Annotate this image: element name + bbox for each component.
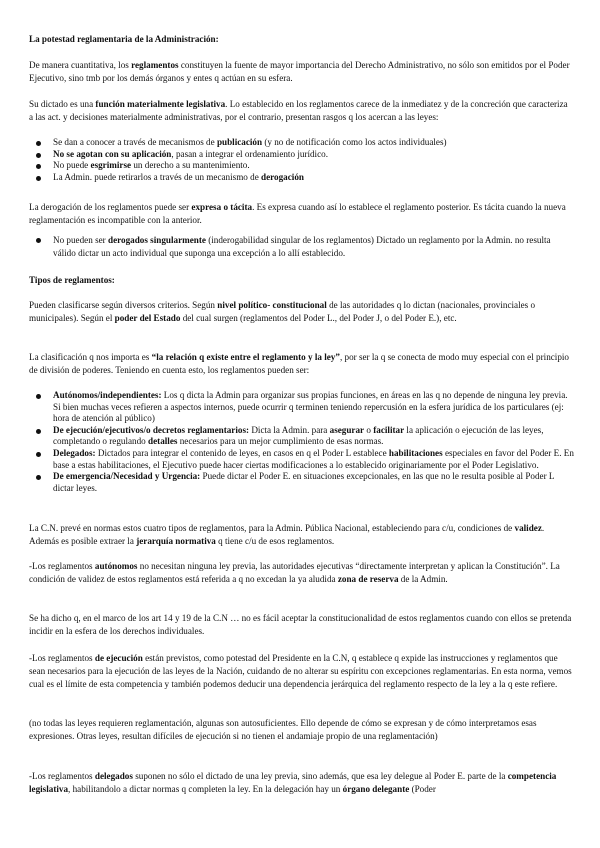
bold-text: autónomos [94,561,138,571]
text-run: constituyen la fuente de mayor importancia del Derecho Administrativo, no sólo son emitidos por el Poder Ejecutivo, sino tmb por los demás órganos y entes q actúan en su esfera. [29,60,570,83]
bold-text: expresa o tácita [191,202,253,212]
text-run: . Es expresa cuando así lo establece el reglamento posterior. Es tácita cuando la nueva reglamentación es incompatible con la anterior. [29,202,566,225]
list-item [29,234,574,260]
text-run: Su dictado es una [29,99,96,109]
bold-text: No se agotan con su aplicación [53,148,172,159]
bold-text: habilitaciones [388,447,443,458]
bold-text: órgano delegante [342,784,410,794]
bold-text: función materialmente legislativa [95,99,226,109]
text-run: suponen no sólo el dictado de una ley previa, sino además, que esa ley delegue al Poder E. parte de la [132,771,508,781]
text-run: -Los reglamentos [29,561,95,571]
bold-text: facilitar [373,424,405,435]
paragraph-derogacion [29,201,574,227]
text-run: especiales en favor del Poder E. En base a estas habilitaciones, el Ejecutivo puede hacer ciertas modificaciones a lo establecido originariamente por el Poder Legislativo. [53,447,574,470]
text-run: La clasificación q nos importa es [29,352,152,362]
text-run: Puede dictar el Poder E. en situaciones excepcionales, en las que no le resulta posible al Poder L dictar leyes. [53,471,555,493]
bold-text: “la relación q existe entre el reglamento y la ley” [151,352,340,362]
bold-text: jerarquía normativa [136,536,216,546]
bold-text: detalles [148,436,178,447]
text-run: No pueden ser [53,235,108,245]
bold-text: zona de reserva [337,574,399,584]
text-run: (Poder [409,784,436,794]
paragraph-reglamentos-ejecucion [29,652,574,691]
list-inderogabilidad [29,234,574,260]
text-run: (inderogabilidad singular de los reglamentos) Dictado un reglamento por la Admin. no resulta válido dictar un acto individual que suponga una excepción a lo allí establecido. [53,235,551,258]
bold-text: esgrimirse [90,160,132,170]
bold-text: nivel político- constitucional [217,300,327,310]
bold-text: De ejecución/ejecutivos/o decretos reglamentarios: [53,424,250,435]
bold-text: poder del Estado [114,313,181,323]
text-run: Los q dicta la Admin para organizar sus propias funciones, en áreas en las q no depende de ninguna ley previa. Si bien muchas veces refieren a aspectos internos, puede ocurrir q terminen teniendo repercusión en la esfera jurídica de los particulares (ej: hora de atención al público) [53,390,568,424]
paragraph-cn-cuatro-tipos [29,522,574,548]
list-rasgos-reglamentos [29,137,574,183]
bold-text: competencia legislativa [29,771,557,794]
bold-text: De emergencia/Necesidad y Urgencia: [53,471,201,482]
text-run: -Los reglamentos [29,653,95,663]
text-run: , por ser la q se conecta de modo muy especial con el principio de división de poderes. Teniendo en cuenta esto, los reglamentos pueden ser: [29,352,569,375]
paragraph-reglamentos-autonomos [29,560,574,586]
bold-text: de ejecución [94,653,143,663]
text-run: o [364,424,374,435]
text-run: No puede [53,160,91,170]
list-item [29,160,574,172]
text-run: la aplicación o ejecución de las leyes, completando o regulando [53,424,544,447]
text-run: , pasan a integrar el ordenamiento jurídico. [171,148,328,159]
paragraph-autosuficientes [29,717,574,743]
text-run: (y no de notificación como los actos individuales) [262,137,447,147]
bold-text: publicación [216,137,263,147]
text-run: De manera cuantitativa, los [29,60,132,70]
text-run: La derogación de los reglamentos puede ser [29,202,192,212]
list-item [29,471,574,494]
bold-text: validez [514,523,542,533]
list-item [29,172,574,184]
paragraph-art-14-19 [29,612,574,638]
list-item [29,448,574,471]
text-run: no necesitan ninguna ley previa, las autoridades ejecutivas “directamente interpretan y aplican la Constitución”. La condición de validez de estos reglamentos está referida a q no excedan la ya aludida [29,561,560,584]
list-item [29,137,574,149]
text-run: (no todas las leyes requieren reglamentación, algunas son autosuficientes. Ello depende de cómo se expresan y de cómo interpretamos esas expresiones. Otras leyes, resultan difíciles de ejecución si no tienen el andamiaje propio de una reglamentación) [29,718,537,741]
text-run: Dictados para integrar el contenido de leyes, en casos en q el Poder L establece [95,447,389,458]
text-run: . Lo establecido en los reglamentos carece de la inmediatez y de la concreción que caracteriza a las act. y decisiones materialmente administrativas, por el contrario, presentan rasgos q los acercan a las leyes: [29,99,568,122]
text-run: Se ha dicho q, en el marco de los art 14 y 19 de la C.N … no es fácil aceptar la constitucionalidad de estos reglamentos cuando con ellos se pretenda incidir en la esfera de los derechos individuales. [29,613,572,636]
text-run: q tiene c/u de esos reglamentos. [215,536,335,546]
list-item [29,425,574,448]
text-run: La Admin. puede retirarlos a través de un mecanismo de [53,171,262,182]
text-run: de las autoridades q lo dictan (nacionales, provinciales o municipales). Según el [29,300,536,323]
heading-tipos-reglamentos: Tipos de reglamentos: [29,275,115,285]
list-item [29,149,574,161]
paragraph-reglamentos-fuente [29,59,574,85]
text-run: Se dan a conocer a través de mecanismos de [53,137,217,147]
bold-text: delegados [94,771,133,781]
text-run: Dicta la Admin. para [249,424,330,435]
bold-text: asegurar [329,424,365,435]
paragraph-funcion-legislativa [29,98,574,124]
heading-potestad-reglamentaria: La potestad reglamentaria de la Administración: [29,34,219,44]
bold-text: derogación [261,171,304,182]
bold-text: reglamentos [131,60,179,70]
text-run: . Además es posible extraer la [29,523,545,546]
bold-text: Delegados: [53,447,96,458]
text-run: de la Admin. [398,574,448,584]
text-run: , habilitandolo a dictar normas q completen la ley. En la delegación hay un [68,784,343,794]
bold-text: Autónomos/independientes: [53,390,162,400]
text-run: un derecho a su mantenimiento. [131,160,250,170]
text-run: -Los reglamentos [29,771,95,781]
paragraph-relacion-ley [29,351,574,377]
list-tipos-reglamentos [29,390,574,494]
paragraph-criterios-clasificacion [29,299,574,325]
text-run: del cual surgen (reglamentos del Poder L., del Poder J, o del Poder E.), etc. [180,313,457,323]
bold-text: derogados singularmente [108,235,206,245]
list-item [29,390,574,425]
paragraph-reglamentos-delegados [29,770,574,796]
text-run: están previstos, como potestad del Presidente en la C.N, q establece q expide las instrucciones y reglamentos que sean necesarios para la ejecución de las leyes de la Nación, cuidando de no alterar su espíritu con excepciones reglamentarias. En esta norma, vemos cual es el límite de esta competencia y también podemos deducir una dependencia jerárquica del reglamento respecto de la ley a la q este refiere. [29,653,572,689]
text-run: necesarios para un mejor cumplimiento de esas normas. [177,436,384,447]
text-run: La C.N. prevé en normas estos cuatro tipos de reglamentos, para la Admin. Pública Nacional, estableciendo para c/u, condiciones de [29,523,515,533]
text-run: Pueden clasificarse según diversos criterios. Según [29,300,218,310]
